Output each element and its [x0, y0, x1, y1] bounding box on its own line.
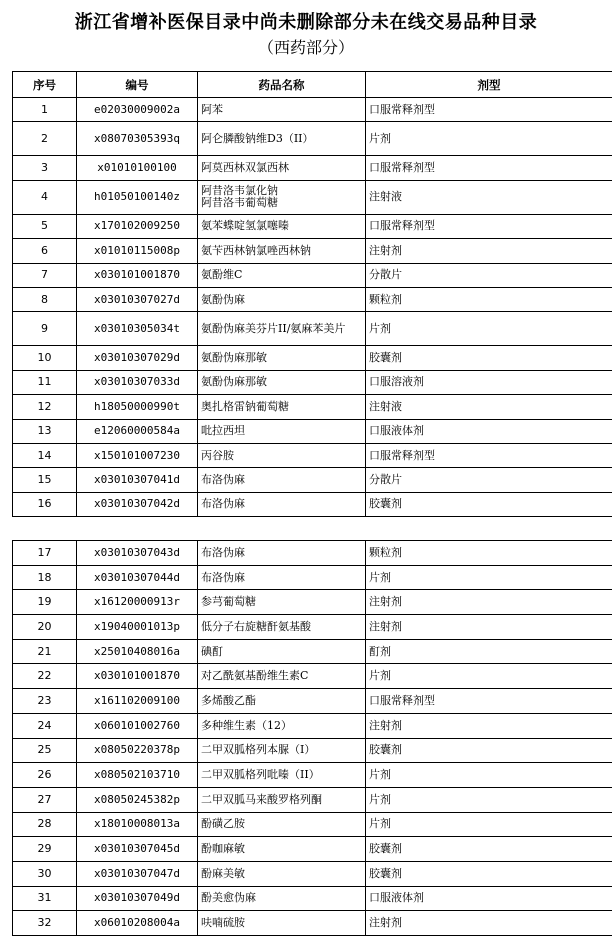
row-drug-name: 氨酚维C [198, 263, 366, 287]
table-row [13, 468, 612, 492]
table-row [13, 590, 612, 615]
row-drug-name: 酚咖麻敏 [198, 837, 366, 862]
row-index: 21 [13, 639, 77, 664]
header-index: 序号 [13, 72, 77, 98]
row-drug-name: 阿昔洛韦氯化钠 阿昔洛韦葡萄糖 [198, 180, 366, 214]
row-code: x06010208004a [77, 911, 198, 936]
row-dosage-form: 注射剂 [366, 615, 612, 640]
row-index: 8 [13, 287, 77, 311]
row-dosage-form: 颗粒剂 [366, 541, 612, 566]
table-row [13, 312, 612, 346]
row-code: x03010307044d [77, 565, 198, 590]
row-code: x03010307045d [77, 837, 198, 862]
row-drug-name: 吡拉西坦 [198, 419, 366, 443]
row-code: x03010307033d [77, 370, 198, 394]
row-drug-name: 布洛伪麻 [198, 541, 366, 566]
row-code: x03010307043d [77, 541, 198, 566]
table-row [13, 346, 612, 370]
row-index: 23 [13, 689, 77, 714]
table-row [13, 787, 612, 812]
row-index: 10 [13, 346, 77, 370]
row-dosage-form: 片剂 [366, 565, 612, 590]
table-row [13, 763, 612, 788]
header-drug-name: 药品名称 [198, 72, 366, 98]
row-drug-name: 丙谷胺 [198, 443, 366, 467]
row-dosage-form: 注射剂 [366, 911, 612, 936]
row-dosage-form: 口服常释剂型 [366, 98, 612, 122]
row-drug-name: 氨苄西林钠氯唑西林钠 [198, 239, 366, 263]
table-row [13, 615, 612, 640]
row-code: x03010307027d [77, 287, 198, 311]
row-code: x08070305393q [77, 122, 198, 156]
row-dosage-form: 片剂 [366, 787, 612, 812]
row-dosage-form: 片剂 [366, 664, 612, 689]
row-code: x161102009100 [77, 689, 198, 714]
row-code: h01050100140z [77, 180, 198, 214]
row-code: x060101002760 [77, 713, 198, 738]
row-code: x170102009250 [77, 214, 198, 238]
row-index: 11 [13, 370, 77, 394]
row-index: 17 [13, 541, 77, 566]
row-dosage-form: 口服常释剂型 [366, 214, 612, 238]
row-drug-name: 对乙酰氨基酚维生素C [198, 664, 366, 689]
row-code: x19040001013p [77, 615, 198, 640]
row-dosage-form: 胶囊剂 [366, 738, 612, 763]
row-drug-name: 酚麻美敏 [198, 861, 366, 886]
row-drug-name: 布洛伪麻 [198, 565, 366, 590]
row-code: x080502103710 [77, 763, 198, 788]
table-row [13, 98, 612, 122]
table-row [13, 664, 612, 689]
row-dosage-form: 注射液 [366, 180, 612, 214]
document-subtitle: （西药部分） [257, 38, 354, 57]
row-dosage-form: 口服常释剂型 [366, 156, 612, 180]
drug-table-page-1 [12, 71, 612, 517]
table-row [13, 738, 612, 763]
row-drug-name: 阿莫西林双氯西林 [198, 156, 366, 180]
row-dosage-form: 片剂 [366, 122, 612, 156]
row-drug-name: 碘酊 [198, 639, 366, 664]
table-row [13, 214, 612, 238]
row-index: 20 [13, 615, 77, 640]
row-code: x03010307047d [77, 861, 198, 886]
row-dosage-form: 胶囊剂 [366, 346, 612, 370]
table-row [13, 395, 612, 419]
row-drug-name: 酚磺乙胺 [198, 812, 366, 837]
table-row [13, 689, 612, 714]
row-drug-name: 二甲双胍马来酸罗格列酮 [198, 787, 366, 812]
row-dosage-form: 注射剂 [366, 239, 612, 263]
row-drug-name: 参芎葡萄糖 [198, 590, 366, 615]
table-row [13, 812, 612, 837]
row-dosage-form: 胶囊剂 [366, 837, 612, 862]
header-code: 编号 [77, 72, 198, 98]
table-row [13, 886, 612, 911]
row-dosage-form: 分散片 [366, 468, 612, 492]
row-drug-name: 氨酚伪麻那敏 [198, 370, 366, 394]
row-drug-name: 阿苯 [198, 98, 366, 122]
row-dosage-form: 酊剂 [366, 639, 612, 664]
row-index: 1 [13, 98, 77, 122]
row-index: 9 [13, 312, 77, 346]
row-dosage-form: 口服液体剂 [366, 886, 612, 911]
row-dosage-form: 注射剂 [366, 590, 612, 615]
row-drug-name: 布洛伪麻 [198, 492, 366, 516]
row-dosage-form: 分散片 [366, 263, 612, 287]
row-dosage-form: 片剂 [366, 812, 612, 837]
row-index: 15 [13, 468, 77, 492]
row-index: 31 [13, 886, 77, 911]
row-index: 26 [13, 763, 77, 788]
row-drug-name: 低分子右旋糖酐氨基酸 [198, 615, 366, 640]
row-code: x150101007230 [77, 443, 198, 467]
row-dosage-form: 口服常释剂型 [366, 443, 612, 467]
row-dosage-form: 颗粒剂 [366, 287, 612, 311]
row-dosage-form: 片剂 [366, 312, 612, 346]
row-code: h18050000990t [77, 395, 198, 419]
row-drug-name: 氨苯蝶啶氢氯噻嗪 [198, 214, 366, 238]
row-code: x03010307041d [77, 468, 198, 492]
row-drug-name: 多烯酸乙酯 [198, 689, 366, 714]
table-row [13, 911, 612, 936]
row-index: 29 [13, 837, 77, 862]
row-code: x25010408016a [77, 639, 198, 664]
row-index: 25 [13, 738, 77, 763]
row-index: 27 [13, 787, 77, 812]
table-row [13, 122, 612, 156]
row-dosage-form: 口服液体剂 [366, 419, 612, 443]
table-row [13, 541, 612, 566]
row-index: 2 [13, 122, 77, 156]
row-index: 24 [13, 713, 77, 738]
page-break [0, 517, 612, 539]
row-drug-name: 氨酚伪麻那敏 [198, 346, 366, 370]
row-drug-name: 氨酚伪麻 [198, 287, 366, 311]
table-row [13, 443, 612, 467]
table-row [13, 419, 612, 443]
table-row [13, 492, 612, 516]
row-drug-name: 阿仑膦酸钠维D3（II） [198, 122, 366, 156]
table-row [13, 180, 612, 214]
row-index: 4 [13, 180, 77, 214]
row-code: x18010008013a [77, 812, 198, 837]
row-index: 28 [13, 812, 77, 837]
row-index: 14 [13, 443, 77, 467]
table-row [13, 565, 612, 590]
table-row [13, 287, 612, 311]
row-code: e12060000584a [77, 419, 198, 443]
table-row [13, 837, 612, 862]
row-index: 13 [13, 419, 77, 443]
row-code: x08050220378p [77, 738, 198, 763]
row-code: e02030009002a [77, 98, 198, 122]
table-row [13, 156, 612, 180]
row-drug-name: 酚美愈伪麻 [198, 886, 366, 911]
row-drug-name: 布洛伪麻 [198, 468, 366, 492]
row-code: x03010307049d [77, 886, 198, 911]
row-index: 3 [13, 156, 77, 180]
header-dosage-form: 剂型 [366, 72, 612, 98]
table-row [13, 263, 612, 287]
row-dosage-form: 胶囊剂 [366, 861, 612, 886]
table-row [13, 370, 612, 394]
row-dosage-form: 注射液 [366, 395, 612, 419]
drug-table-page-2 [12, 540, 612, 936]
document-title: 浙江省增补医保目录中尚未删除部分未在线交易品种目录 [74, 12, 538, 33]
row-index: 5 [13, 214, 77, 238]
row-index: 19 [13, 590, 77, 615]
table-row [13, 713, 612, 738]
row-dosage-form: 片剂 [366, 763, 612, 788]
row-index: 22 [13, 664, 77, 689]
row-drug-name: 氨酚伪麻美芬片II/氨麻苯美片 [198, 312, 366, 346]
row-drug-name: 多种维生素（12） [198, 713, 366, 738]
table-row [13, 639, 612, 664]
row-drug-name: 二甲双胍格列本脲（I） [198, 738, 366, 763]
row-index: 18 [13, 565, 77, 590]
row-drug-name: 二甲双胍格列吡嗪（II） [198, 763, 366, 788]
row-dosage-form: 口服溶液剂 [366, 370, 612, 394]
row-code: x08050245382p [77, 787, 198, 812]
row-code: x16120000913r [77, 590, 198, 615]
row-index: 7 [13, 263, 77, 287]
row-dosage-form: 口服常释剂型 [366, 689, 612, 714]
row-index: 32 [13, 911, 77, 936]
row-dosage-form: 注射剂 [366, 713, 612, 738]
table-row [13, 239, 612, 263]
row-index: 16 [13, 492, 77, 516]
table-header-row [13, 72, 612, 98]
row-code: x03010305034t [77, 312, 198, 346]
row-index: 30 [13, 861, 77, 886]
row-code: x03010307042d [77, 492, 198, 516]
table-row [13, 861, 612, 886]
row-code: x0101011500​8p [77, 239, 198, 263]
row-drug-name: 奥扎格雷钠葡萄糖 [198, 395, 366, 419]
row-drug-name: 呋喃硫胺 [198, 911, 366, 936]
row-code: x030101001870 [77, 263, 198, 287]
row-code: x030101001870 [77, 664, 198, 689]
row-dosage-form: 胶囊剂 [366, 492, 612, 516]
row-index: 12 [13, 395, 77, 419]
row-index: 6 [13, 239, 77, 263]
row-code: x03010307029d [77, 346, 198, 370]
row-code: x01010100100 [77, 156, 198, 180]
